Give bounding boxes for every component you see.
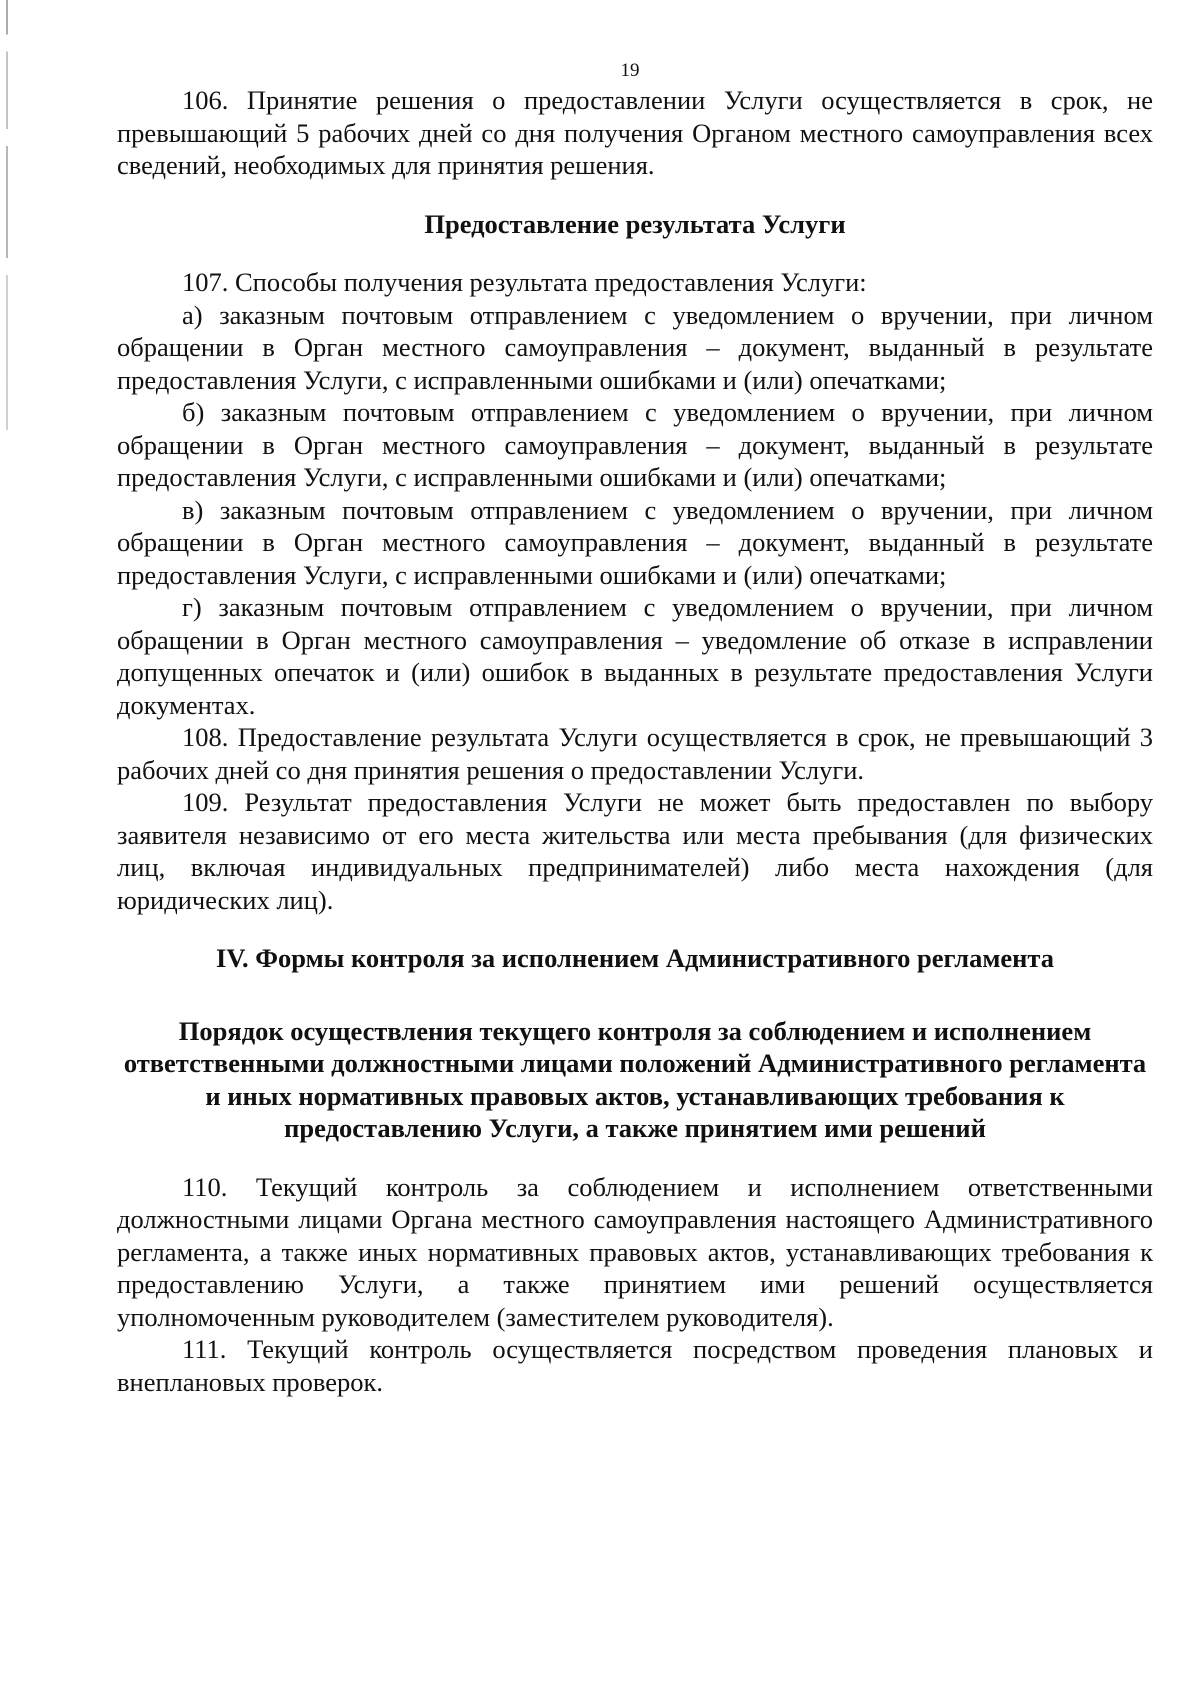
- paragraph-111: 111. Текущий контроль осуществляется посредством проведения плановых и внеплановых проверок.: [117, 1334, 1153, 1397]
- heading-service-result: Предоставление результата Услуги: [424, 208, 846, 239]
- paragraph-108: 108. Предоставление результата Услуги осуществляется в срок, не превышающий 3 рабочих дней со дня принятия решения о предоставлении Услуги.: [117, 722, 1153, 785]
- document-body: [117, 84, 1153, 1398]
- page-number: 19: [620, 60, 640, 81]
- paragraph-107: 107. Способы получения результата предоставления Услуги:: [182, 267, 867, 297]
- heading-section-iv: IV. Формы контроля за исполнением Административного регламента: [216, 943, 1054, 973]
- paragraph-107-v: в) заказным почтовым отправлением с уведомлением о вручении, при личном обращении в Орган местного самоуправления – документ, выданный в результате предоставления Услуги, с исправленными ошибками и (или) опечатками;: [117, 494, 1153, 590]
- paragraph-110: 110. Текущий контроль за соблюдением и исполнением ответственными должностными лицами Органа местного самоуправления настоящего Административного регламента, а также иных нормативных правовых актов, устанавливающих требования к предоставлению Услуги, а также принятием ими решений осуществляется уполномоченным руководителем (заместителем руководителя).: [117, 1171, 1153, 1332]
- paragraph-106: 106. Принятие решения о предоставлении Услуги осуществляется в срок, не превышающий 5 рабочих дней со дня получения Органом местного самоуправления всех сведений, необходимых для принятия решения.: [117, 85, 1153, 180]
- paragraph-107-g: г) заказным почтовым отправлением с уведомлением о вручении, при личном обращении в Орган местного самоуправления – уведомление об отказе в исправлении допущенных опечаток и (или) ошибок в выданных в результате предоставления Услуги документах.: [117, 592, 1153, 720]
- heading-current-control: Порядок осуществления текущего контроля за соблюдением и исполнением ответственными должностными лицами положений Административного регламента и иных нормативных правовых актов, устанавливающих требования к предоставлению Услуги, а также принятием ими решений: [123, 1015, 1147, 1143]
- paragraph-107-a: а) заказным почтовым отправлением с уведомлением о вручении, при личном обращении в Орган местного самоуправления – документ, выданный в результате предоставления Услуги, с исправленными ошибками и (или) опечатками;: [117, 299, 1153, 395]
- paragraph-109: 109. Результат предоставления Услуги не может быть предоставлен по выбору заявителя независимо от его места жительства или места пребывания (для физических лиц, включая индивидуальных предпринимателей) либо места нахождения (для юридических лиц).: [117, 787, 1153, 915]
- paragraph-107-b: б) заказным почтовым отправлением с уведомлением о вручении, при личном обращении в Орган местного самоуправления – документ, выданный в результате предоставления Услуги, с исправленными ошибками и (или) опечатками;: [117, 397, 1153, 492]
